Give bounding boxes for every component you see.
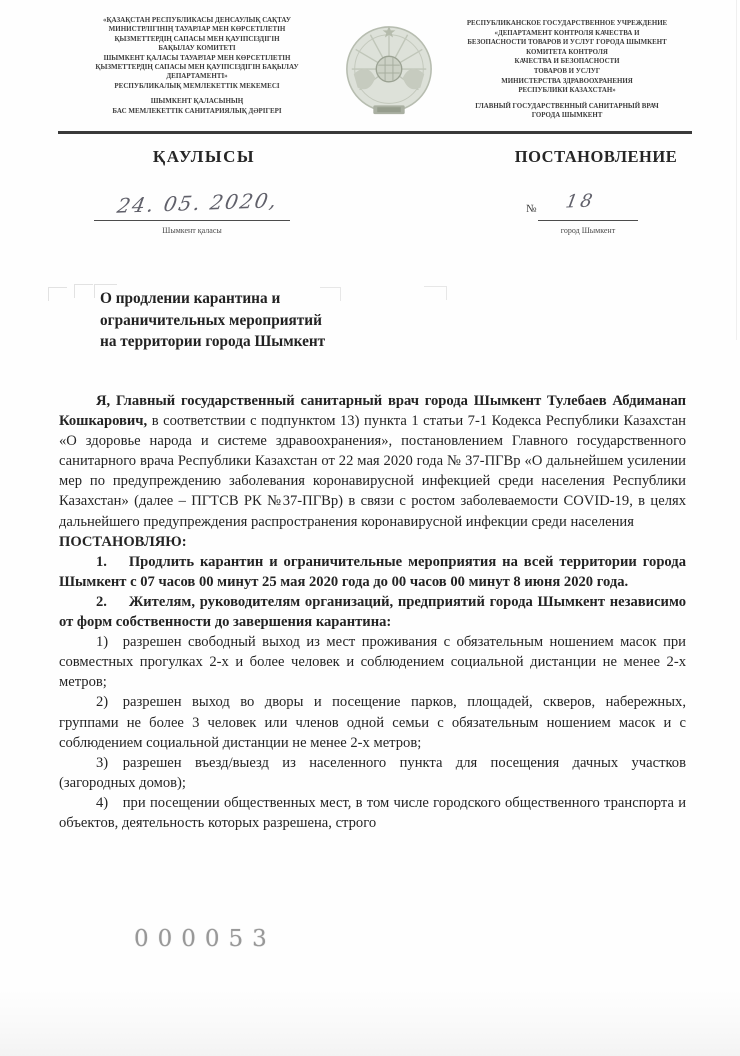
date-place-label: Шымкент қаласы [162,226,222,235]
body-paragraph [59,552,686,592]
page-number-stamp: 000053 [134,926,276,952]
body-paragraph [59,532,686,552]
org-name-russian-lines [442,19,692,96]
text-segment: 1) разрешен свободный выход из мест проживания с обязательным ношением масок при совместных прогулках 2-х и более человек и соблюдением социальной дистанции не менее 2-х метров; [59,634,686,691]
org-line: КАЧЕСТВА И БЕЗОПАСНОСТИ [514,58,620,66]
body-paragraph [59,632,686,692]
org-line: ҚЫЗМЕТТЕРДІҢ САПАСЫ МЕН ҚАУІПСІЗДІГІН [114,34,280,43]
officer-line: ШЫМКЕНТ ҚАЛАСЫНЫҢ [150,97,244,106]
bold-text-segment: Я, Главный государственный санитарный врач города Шымкент Тулебаев Абдиманап Кошкарович, [59,393,686,430]
text-segment: 2) разрешен выход во дворы и посещение парков, площадей, скверов, набережных, группами не более 3 человек или членов одной семьи с обязательным ношением масок и с соблюдением социальной дистанции не менее 2-х метров; [59,694,686,751]
emblem-container [336,16,442,122]
body-paragraph [59,793,686,833]
number-underline [538,220,638,221]
org-line: МИНИСТРЛІГІНІҢ ТАУАРЛАР МЕН КӨРСЕТІЛЕТІН [108,25,286,34]
body-paragraph [59,391,686,532]
scan-edge-line [736,0,737,340]
org-line: КОМИТЕТА КОНТРОЛЯ [526,48,608,56]
scan-artifact-mark [74,284,93,298]
officer-line: ГЛАВНЫЙ ГОСУДАРСТВЕННЫЙ САНИТАРНЫЙ ВРАЧ [475,102,659,110]
officer-line: БАС МЕМЛЕКЕТТІК САНИТАРИЯЛЫҚ ДӘРІГЕРІ [112,106,282,115]
org-line: «ДЕПАРТАМЕНТ КОНТРОЛЯ КАЧЕСТВА И [494,29,640,37]
org-line: РЕСПУБЛИКАЛЫҚ МЕМЛЕКЕТТІК МЕКЕМЕСІ [114,81,280,90]
text-segment: 4) при посещении общественных мест, в том числе городского общественного транспорта и объектов, деятельность которых разрешена, строго [59,794,686,831]
text-segment: 3) разрешен въезд/выезд из населенного пункта для посещения дачных участков (загородных домов); [59,754,686,791]
doc-type-kazakh: ҚАУЛЫСЫ [152,147,256,166]
letterhead [58,16,692,122]
officer-title-kazakh [58,97,336,116]
org-line: РЕСПУБЛИКИ КАЗАХСТАН» [518,87,616,95]
body-paragraph [59,592,686,632]
scan-artifact-mark [48,287,67,301]
org-line: РЕСПУБЛИКАНСКОЕ ГОСУДАРСТВЕННОЕ УЧРЕЖДЕНИЕ [466,20,668,27]
bold-text-segment: 1. Продлить карантин и ограничительные мероприятия на всей территории города Шымкент с 07 часов 00 минут 25 мая 2020 года до 00 часов 00 минут 8 июня 2020 года. [59,553,686,590]
org-name-kazakh [58,16,336,122]
text-segment: в соответствии с подпунктом 13) пункта 1 статьи 7-1 Кодекса Республики Казахстан «О здоровье народа и системе здравоохранения», постановлением Главного государственного санитарного врача Республики Казахстан от 22 мая 2020 года № 37-ПГВр «О дальнейшем усилении мер по предупреждению заболевания коронавирусной инфекцией среди населения Республики Казахстан» (далее – ПГТСВ РК №37-ПГВр) в связи с ростом заболеваемости COVID-19, в целях дальнейшего предупреждения распространения коронавирусной инфекции среди населения [59,413,686,530]
org-line: БАҚЫЛАУ КОМИТЕТІ [158,44,236,53]
doc-type-russian: ПОСТАНОВЛЕНИЕ [514,147,678,166]
org-line: ҚЫЗМЕТТЕРДІҢ САПАСЫ МЕН ҚАУІПСІЗДІГІН БАҚЫЛАУ [95,63,299,72]
handwritten-number: 18 [564,190,597,213]
document-body [59,391,686,833]
scan-bottom-shading [0,988,740,1056]
org-line: «ҚАЗАҚСТАН РЕСПУБЛИКАСЫ ДЕНСАУЛЫҚ САҚТАУ [102,16,291,24]
org-line: МИНИСТЕРСТВА ЗДРАВООХРАНЕНИЯ [501,77,633,85]
header-divider-rule [58,131,692,134]
org-line: ШЫМКЕНТ ҚАЛАСЫ ТАУАРЛАР МЕН КӨРСЕТІЛЕТІН [103,53,291,62]
officer-line: ГОРОДА ШЫМКЕНТ [531,112,603,120]
title-line: на территории города Шымкент [100,333,326,351]
bold-text-segment: 2. Жителям, руководителям организаций, предприятий города Шымкент независимо от форм собственности до завершения карантина: [59,593,686,631]
org-name-russian [442,16,692,122]
document-title [100,288,440,353]
kazakhstan-emblem-icon [340,22,438,122]
date-underline [94,220,290,221]
org-line: ТОВАРОВ И УСЛУГ [533,67,601,75]
title-line: О продлении карантина и [100,290,281,307]
handwritten-date: 24. 05. 2020, [115,188,281,218]
body-paragraph [59,692,686,752]
bold-text-segment: ПОСТАНОВЛЯЮ: [59,533,187,550]
number-sign: № [526,203,537,215]
org-name-kazakh-lines [58,16,336,91]
number-place-label: город Шымкент [560,226,616,235]
title-line: ограничительных мероприятий [100,311,322,329]
org-line: ДЕПАРТАМЕНТІ» [166,72,228,81]
org-line: БЕЗОПАСНОСТИ ТОВАРОВ И УСЛУГ ГОРОДА ШЫМКЕНТ [467,39,667,47]
officer-title-russian [442,102,692,121]
body-paragraph [59,753,686,793]
